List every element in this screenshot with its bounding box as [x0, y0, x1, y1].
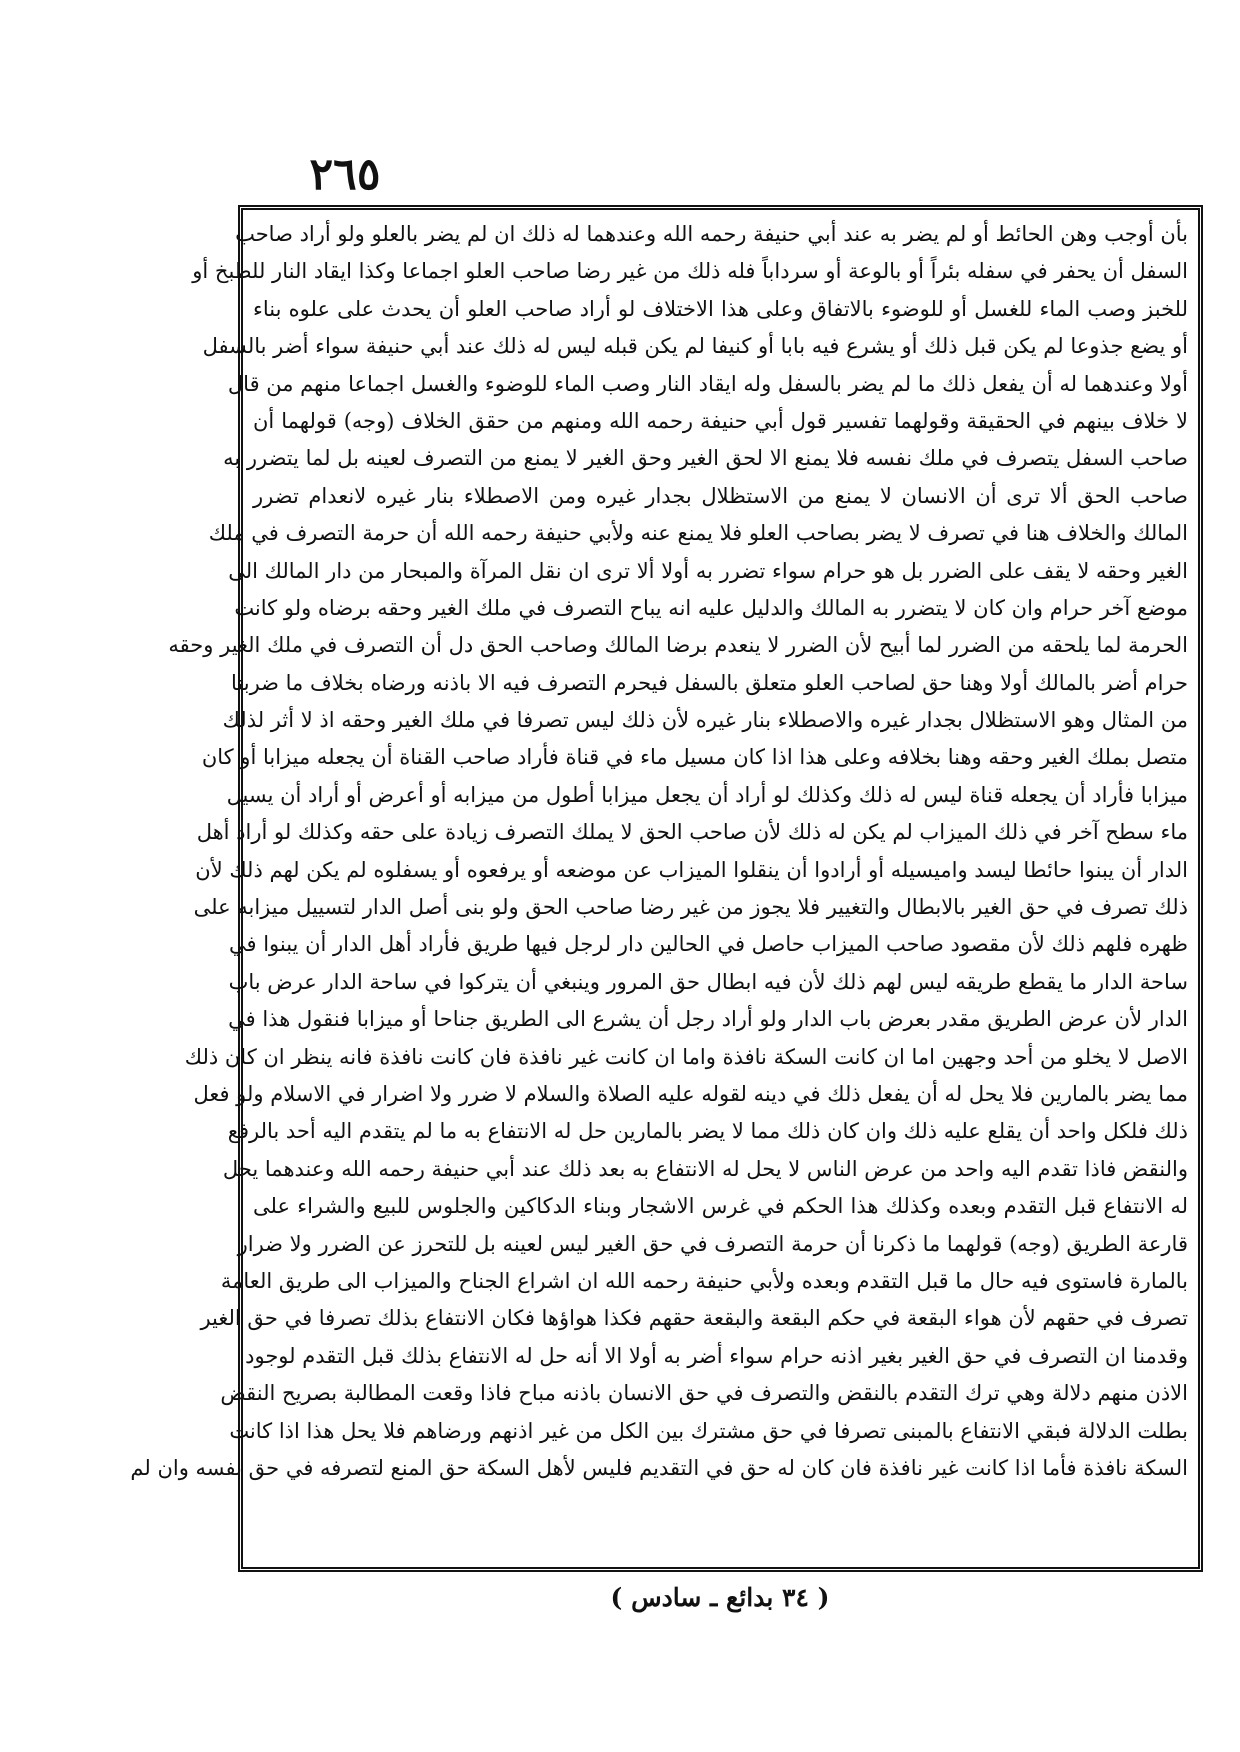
text-line: له الانتفاع قبل التقدم وبعده وكذلك هذا الحكم في غرس الاشجار وبناء الدكاكين والجلوس للبيع والشراء على	[253, 1194, 1188, 1219]
text-line: حرام أضر بالمالك أولا وهنا حق لصاحب العلو متعلق بالسفل فيحرم التصرف فيه الا باذنه ورضاه بخلاف ما ضربنا	[230, 670, 1188, 695]
text-line: بأن أوجب وهن الحائط أو لم يضر به عند أبي حنيفة رحمه الله وعندهما له ذلك ان لم يضر بالعلو ولو أراد صاحب	[235, 222, 1188, 246]
text-line: أولا وعندهما له أن يفعل ذلك ما لم يضر بالسفل وله ايقاد النار وصب الماء للوضوء والغسل اجماعا منهم من قال	[227, 371, 1188, 396]
text-line: السكة نافذة فأما اذا كانت غير نافذة فان كان له حق في التقديم فليس لأهل السكة حق المنع لتصرفه في حق نفسه وان لم	[130, 1455, 1188, 1480]
text-line: متصل بملك الغير وحقه وهنا بخلافه وعلى هذا اذا كان مسيل ماء في قناة فأراد صاحب القناة أن يجعله ميزابا أو كان	[201, 745, 1188, 770]
text-line	[253, 1525, 1188, 1562]
text-line: صاحب الحق ألا ترى أن الانسان لا يمنع من الاستظلال بجدار غيره ومن الاصطلاء بنار غيره لانعدام تضرر	[253, 483, 1188, 508]
text-line: الحرمة لما يلحقه من الضرر لما أبيح لأن الضرر لا ينعدم برضا المالك وصاحب الحق دل أن التصرف في ملك الغير وحقه	[168, 633, 1188, 658]
text-line: بالمارة فاستوى فيه حال ما قبل التقدم وبعده ولأبي حنيفة رحمه الله ان اشراع الجناح والميزاب الى طريق العامة	[220, 1268, 1188, 1293]
text-line: موضع آخر حرام وان كان لا يتضرر به المالك والدليل عليه انه يباح التصرف في ملك الغير وحقه برضاه ولو كانت	[234, 595, 1188, 620]
text-line: وقدمنا ان التصرف في حق الغير بغير اذنه حرام سواء أضر به أولا الا أنه حل له الانتفاع بذلك قبل التقدم لوجود	[245, 1343, 1188, 1368]
body-text	[130, 216, 1188, 1561]
text-line: الغير وحقه لا يقف على الضرر بل هو حرام سواء تضرر به أولا ألا ترى ان نقل المرآة والمبحار من دار المالك الى	[228, 558, 1188, 583]
text-line	[253, 1487, 1188, 1524]
text-line: للخبز وصب الماء للغسل أو للوضوء بالاتفاق وعلى هذا الاختلاف لو أراد صاحب العلو أن يحدث على علوه بناء	[253, 296, 1188, 321]
text-line: ظهره فلهم ذلك لأن مقصود صاحب الميزاب حاصل في الحالين دار لرجل فيها طريق فأراد أهل الدار أن يبنوا في	[228, 932, 1188, 957]
text-line: الدار أن يبنوا حائطا ليسد واميسيله أو أرادوا أن ينقلوا الميزاب عن موضعه أو يرفعوه أو يسفلوه لم يكن لهم ذلك لأن	[195, 857, 1188, 882]
text-line: المالك والخلاف هنا في تصرف لا يضر بصاحب العلو فلا يمنع عنه ولأبي حنيفة رحمه الله أن حرمة التصرف في ملك	[208, 521, 1188, 546]
text-line: قارعة الطريق (وجه) قولهما ما ذكرنا أن حرمة التصرف في حق الغير ليس لعينه بل للتحرز عن الضرر ولا ضرار	[237, 1231, 1188, 1256]
text-line: لا خلاف بينهم في الحقيقة وقولهما تفسير قول أبي حنيفة رحمه الله ومنهم من حقق الخلاف (وجه) قولهما أن	[253, 408, 1188, 433]
text-line: والنقض فاذا تقدم اليه واحد من عرض الناس لا يحل له الانتفاع به بعد ذلك عند أبي حنيفة رحمه الله وعندهما يحل	[222, 1156, 1188, 1181]
text-frame	[130, 205, 1203, 1572]
text-line: ذلك تصرف في حق الغير بالابطال والتغيير فلا يجوز من غير رضا صاحب الحق ولو بنى أصل الدار لتسييل ميزابه على	[193, 895, 1188, 920]
text-line: الدار لأن عرض الطريق مقدر بعرض باب الدار ولو أراد رجل أن يشرع الى الطريق جناحا أو ميزابا فنقول هذا في	[228, 1007, 1188, 1032]
text-line: الاصل لا يخلو من أحد وجهين اما ان كانت السكة نافذة واما ان كانت غير نافذة فان كانت نافذة فانه ينظر ان كان ذلك	[184, 1044, 1188, 1069]
text-line: ميزابا فأراد أن يجعله قناة ليس له ذلك وكذلك لو أراد أن يجعل ميزابا أطول من ميزابه أو أعرض أو أراد أن يسيل	[226, 782, 1188, 807]
text-line: ذلك فلكل واحد أن يقلع عليه ذلك وان كان ذلك مما لا يضر بالمارين حل له الانتفاع به ما لم يتقدم اليه أحد بالرفع	[227, 1119, 1188, 1144]
text-line: ماء سطح آخر في ذلك الميزاب لم يكن له ذلك لأن صاحب الحق لا يملك التصرف زيادة على حقه وكذلك لو أراد أهل	[196, 820, 1188, 845]
text-line: صاحب السفل يتصرف في ملك نفسه فلا يمنع الا لحق الغير وحق الغير لا يمنع من التصرف لعينه بل لما يتضرر به	[223, 446, 1188, 471]
text-line: الاذن منهم دلالة وهي ترك التقدم بالنقض والتصرف في حق الانسان باذنه مباح فاذا وقعت المطالبة بصريح النقض	[220, 1381, 1188, 1406]
text-line: من المثال وهو الاستظلال بجدار غيره والاصطلاء بنار غيره لأن ذلك ليس تصرفا في ملك الغير وحقه اذ لا أثر لذلك	[222, 708, 1188, 733]
text-line: بطلت الدلالة فبقي الانتفاع بالمبنى تصرفا في حق مشترك بين الكل من غير اذنهم ورضاهم فلا يحل هذا اذا كانت	[229, 1418, 1188, 1443]
text-line: ساحة الدار ما يقطع طريقه ليس لهم ذلك لأن فيه ابطال حق المرور وينبغي أن يتركوا في ساحة الدار عرض باب	[228, 969, 1188, 994]
text-line: السفل أن يحفر في سفله بئراً أو بالوعة أو سرداباً فله ذلك من غير رضا صاحب العلو اجماعا وكذا ايقاد النار للطبخ أو	[192, 259, 1188, 284]
page-number: ٢٦٥	[309, 149, 381, 200]
text-line: مما يضر بالمارين فلا يحل له أن يفعل ذلك في دينه لقوله عليه الصلاة والسلام لا ضرر ولا اضرار في الاسلام ولو فعل	[193, 1081, 1188, 1106]
text-line: تصرف في حقهم لأن هواء البقعة في حكم البقعة والبقعة حقهم فكذا هواؤها فكان الانتفاع بذلك تصرفا في حق الغير	[200, 1306, 1188, 1331]
signature-mark: ( ٣٤ بدائع ـ سادس )	[610, 1583, 830, 1612]
text-line: أو يضع جذوعا لم يكن قبل ذلك أو يشرع فيه بابا أو كنيفا لم يكن قبله ليس له ذلك عند أبي حنيفة سواء أضر بالسفل	[202, 334, 1188, 359]
